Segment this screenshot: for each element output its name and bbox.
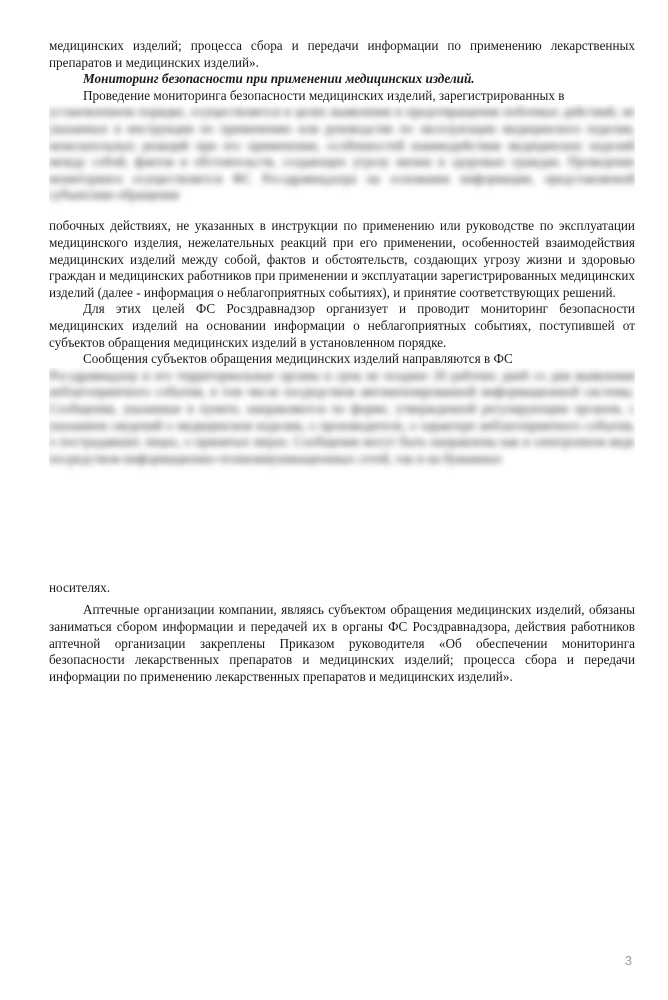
blurred-text-1: установленном порядке, осуществляется в целях выявления и предотвращения побочных действий, не указанных в инструкции по применению или руководстве по эксплуатации медицинского изделия, нежелательных реакций при его применении, особенностей взаимодействия медицинских изделий между собой, фактов и обстоятельств, создающих угрозу жизни и здоровью граждан. Проведение мониторинга осуществляется ФС Росздравнадзора на основании информации, представляемой субъектами обращения bbox=[49, 104, 635, 203]
blurred-region-2 bbox=[49, 368, 635, 580]
paragraph-purposes: Для этих целей ФС Росздравнадзор организует и проводит мониторинг безопасности медицинских изделий на основании информации о неблагоприятных событиях, поступившей от субъектов обращения медицинских изделий в установленном порядке. bbox=[49, 301, 635, 350]
paragraph-intro: медицинских изделий; процесса сбора и передачи информации по применению лекарственных препаратов и медицинских изделий». bbox=[49, 38, 635, 70]
document-body bbox=[49, 38, 635, 685]
paragraph-pharmacy: Аптечные организации компании, являясь субъектом обращения медицинских изделий, обязаны заниматься сбором информации и передачей их в органы ФС Росздравнадзора, действия работников аптечной организации закреплены Приказом руководителя «Об обеспечении мониторинга безопасности лекарственных препаратов и медицинских изделий; процесса сбора и передачи информации по применению лекарственных препаратов и медицинских изделий». bbox=[49, 602, 635, 684]
paragraph-media: носителях. bbox=[49, 579, 111, 595]
paragraph-side-effects: побочных действиях, не указанных в инструкции по применению или руководстве по эксплуатации медицинского изделия, нежелательных реакций при его применении, особенностей взаимодействия медицинских изделий между собой, фактов и обстоятельств, создающих угрозу жизни и здоровью граждан и медицинских работников при применении и эксплуатации зарегистрированных медицинских изделий (далее - информация о неблагоприятных событиях), и принятие соответствующих решений. bbox=[49, 218, 636, 300]
blurred-region-1 bbox=[49, 104, 635, 218]
section-heading: Мониторинг безопасности при применении медицинских изделий. bbox=[83, 71, 475, 87]
paragraph-monitoring-start: Проведение мониторинга безопасности медицинских изделий, зарегистрированных в bbox=[83, 87, 565, 103]
paragraph-reports-start: Сообщения субъектов обращения медицинских изделий направляются в ФС bbox=[83, 351, 513, 367]
page-number: 3 bbox=[624, 953, 632, 968]
blurred-text-2: Росздравнадзор и его территориальные органы в срок не позднее 20 рабочих дней со дня выявления неблагоприятного события, в том числе посредством автоматизированной информационной системы. Сообщения, указанные в пункте, направляются по форме, утвержденной регулирующим органом, с указанием сведений о медицинском изделии, о производителе, о характере неблагоприятного события, о пострадавших лицах, о принятых мерах. Сообщения могут быть направлены как в электронном виде посредством информационно-телекоммуникационных сетей, так и на бумажных bbox=[49, 367, 635, 466]
